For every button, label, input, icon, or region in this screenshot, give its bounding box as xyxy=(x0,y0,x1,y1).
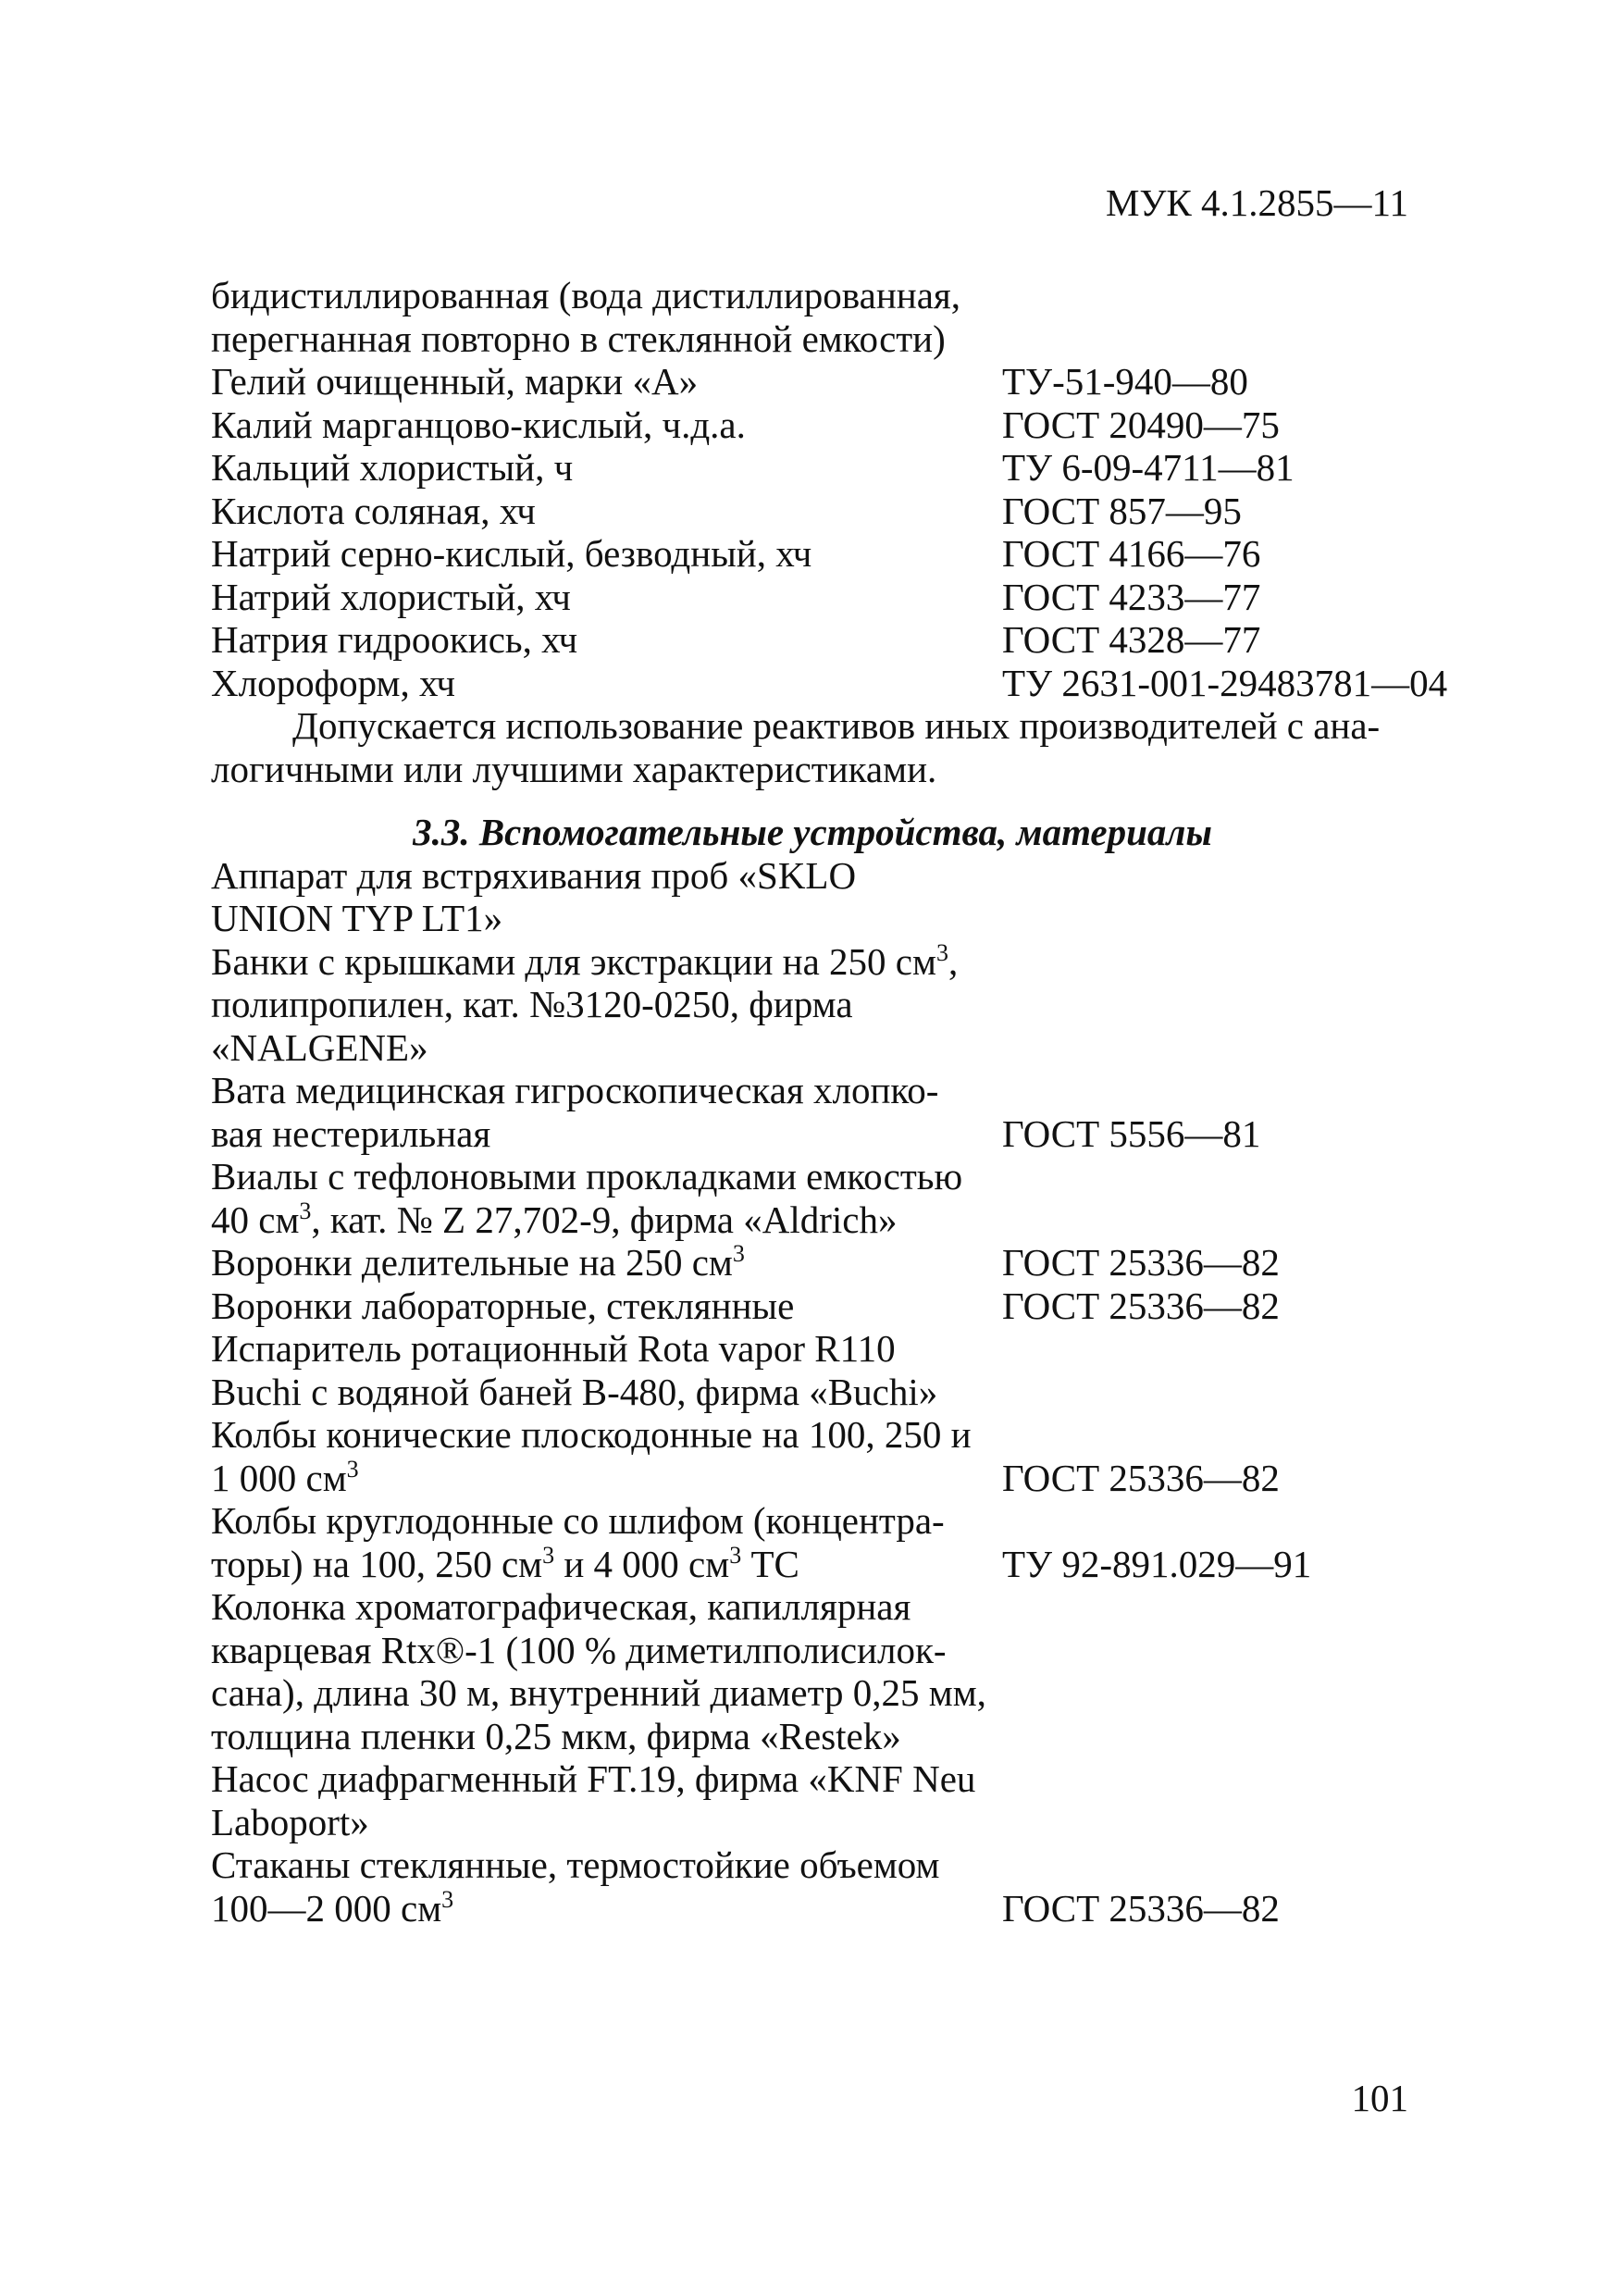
reagent-standard: ГОСТ 4328—77 xyxy=(1002,618,1261,661)
equipment-name-line xyxy=(211,1543,1002,1586)
reagent-name xyxy=(211,274,1002,360)
equipment-name-line: сана), длина 30 м, внутренний диаметр 0,25 мм, xyxy=(211,1671,986,1714)
text-fragment: Банки с крышками для экстракции на 250 см xyxy=(211,939,936,983)
equipment-name-line: Стаканы стеклянные, термостойкие объемом xyxy=(211,1843,940,1886)
reagent-row xyxy=(211,274,1414,360)
equipment-name xyxy=(211,1155,1002,1241)
equipment-name-line xyxy=(211,1887,1002,1930)
equipment-name xyxy=(211,940,1002,1070)
reagent-standard: ГОСТ 857—95 xyxy=(1002,489,1242,532)
reagent-standard: ГОСТ 20490—75 xyxy=(1002,403,1280,446)
superscript: 3 xyxy=(935,938,948,966)
equipment-row xyxy=(211,1327,1414,1413)
reagent-name: Натрий серно-кислый, безводный, хч xyxy=(211,532,812,575)
equipment-name-line: вая нестерильная xyxy=(211,1111,491,1155)
reagent-row xyxy=(211,446,1414,490)
superscript: 3 xyxy=(299,1197,312,1224)
equipment-name-line: полипропилен, кат. №3120-0250, фирма xyxy=(211,983,853,1025)
page-body xyxy=(211,274,1448,1930)
reagent-name: Хлороформ, хч xyxy=(211,661,456,704)
reagent-name: Натрия гидроокись, хч xyxy=(211,618,578,661)
superscript: 3 xyxy=(441,1885,454,1913)
equipment-name-line: Аппарат для встряхивания проб «SKLO xyxy=(211,853,857,897)
reagent-row xyxy=(211,490,1414,533)
reagent-standard: ТУ-51-940—80 xyxy=(1002,360,1248,403)
superscript: 3 xyxy=(732,1240,745,1267)
equipment-name-line: «NALGENE» xyxy=(211,1025,428,1069)
equipment-list xyxy=(211,854,1414,1930)
equipment-name-line xyxy=(211,1198,1002,1242)
reagent-row xyxy=(211,403,1414,447)
reagent-name: Кислота соляная, хч xyxy=(211,489,536,532)
equipment-name-line: толщина пленки 0,25 мкм, фирма «Restek» xyxy=(211,1714,901,1757)
equipment-row xyxy=(211,1757,1414,1843)
equipment-standard-text: ТУ 92-891.029—91 xyxy=(1002,1542,1312,1585)
superscript: 3 xyxy=(729,1541,742,1569)
equipment-row xyxy=(211,1241,1414,1285)
equipment-name-line: Buchi с водяной баней В-480, фирма «Buchi» xyxy=(211,1370,938,1413)
reagent-standard: ТУ 2631-001-29483781—04 xyxy=(1002,661,1448,704)
reagent-row xyxy=(211,360,1414,403)
equipment-standard-text: ГОСТ 25336—82 xyxy=(1002,1886,1280,1930)
reagent-row xyxy=(211,661,1448,705)
text-fragment: Воронки делительные на 250 см xyxy=(211,1241,733,1284)
text-fragment: 1 000 см xyxy=(211,1456,347,1499)
equipment-name-line: Насос диафрагменный FT.19, фирма «KNF Neu xyxy=(211,1757,976,1800)
equipment-name-line: UNION TYP LT1» xyxy=(211,897,503,939)
equipment-name xyxy=(211,854,1002,940)
reagent-standard: ТУ 6-09-4711—81 xyxy=(1002,446,1295,489)
equipment-row xyxy=(211,854,1414,940)
equipment-standard xyxy=(1002,1499,1311,1585)
equipment-name-line xyxy=(211,1241,1002,1285)
equipment-standard: ГОСТ 25336—82 xyxy=(1002,1241,1280,1284)
equipment-name-line: Вата медицинская гигроскопическая хлопко- xyxy=(211,1069,939,1111)
equipment-name xyxy=(211,1413,1002,1499)
equipment-row xyxy=(211,1843,1414,1930)
equipment-standard: ГОСТ 25336—82 xyxy=(1002,1284,1280,1327)
equipment-standard xyxy=(1002,1843,1280,1930)
note-paragraph xyxy=(211,704,1414,790)
equipment-name xyxy=(211,1499,1002,1585)
equipment-name-line: Колбы конические плоскодонные на 100, 250 и xyxy=(211,1413,972,1456)
reagent-name-line: перегнанная повторно в стеклянной емкости) xyxy=(211,316,946,360)
equipment-name xyxy=(211,1757,1002,1843)
note-line: логичными или лучшими характеристиками. xyxy=(211,747,937,790)
equipment-name-line: кварцевая Rtx®-1 (100 % диметилполисилок- xyxy=(211,1628,947,1671)
superscript: 3 xyxy=(542,1541,555,1569)
equipment-name xyxy=(211,1585,1002,1757)
equipment-name xyxy=(211,1069,1002,1155)
reagent-row xyxy=(211,576,1414,619)
equipment-name xyxy=(211,1241,1002,1285)
equipment-row xyxy=(211,1069,1414,1155)
text-fragment: 100—2 000 см xyxy=(211,1886,442,1930)
section-heading: 3.3. Вспомогательные устройства, материалы xyxy=(413,811,1212,853)
equipment-name xyxy=(211,1843,1002,1930)
reagent-standard: ГОСТ 4166—76 xyxy=(1002,532,1261,575)
text-fragment: и 4 000 см xyxy=(554,1542,730,1585)
equipment-row xyxy=(211,1285,1414,1328)
equipment-name-line: Колбы круглодонные со шлифом (концентра- xyxy=(211,1499,945,1542)
equipment-row xyxy=(211,1155,1414,1241)
text-fragment: 40 см xyxy=(211,1198,300,1241)
reagent-row xyxy=(211,618,1414,662)
equipment-name-line: Виалы с тефлоновыми прокладками емкостью xyxy=(211,1155,963,1198)
text-fragment: , кат. № Z 27,702-9, фирма «Aldrich» xyxy=(311,1198,898,1241)
equipment-standard xyxy=(1002,1069,1260,1155)
reagent-name: Калий марганцово-кислый, ч.д.а. xyxy=(211,403,746,446)
superscript: 3 xyxy=(346,1455,359,1483)
equipment-name-line: Колонка хроматографическая, капиллярная xyxy=(211,1585,911,1628)
equipment-standard-text: ГОСТ 5556—81 xyxy=(1002,1111,1261,1155)
equipment-name: Воронки лабораторные, стеклянные xyxy=(211,1284,795,1327)
equipment-row xyxy=(211,1499,1414,1585)
equipment-row xyxy=(211,940,1414,1070)
equipment-name xyxy=(211,1327,1002,1413)
text-fragment: , xyxy=(948,939,959,983)
reagent-row xyxy=(211,532,1414,576)
reagent-name-line: бидистиллированная (вода дистиллированная, xyxy=(211,274,961,316)
equipment-name-line: Испаритель ротационный Rota vapor R110 xyxy=(211,1327,896,1370)
reagent-standard: ГОСТ 4233—77 xyxy=(1002,575,1261,618)
text-fragment: ТС xyxy=(741,1542,799,1585)
equipment-name-line xyxy=(211,940,1002,984)
reagent-list xyxy=(211,274,1448,704)
equipment-row xyxy=(211,1413,1414,1499)
reagent-name: Натрий хлористый, хч xyxy=(211,575,571,618)
equipment-name-line: Laboport» xyxy=(211,1800,369,1843)
equipment-standard-text: ГОСТ 25336—82 xyxy=(1002,1456,1280,1499)
equipment-name-line xyxy=(211,1457,1002,1500)
reagent-name: Кальций хлористый, ч xyxy=(211,446,574,489)
text-fragment: торы) на 100, 250 см xyxy=(211,1542,543,1585)
page-number: 101 xyxy=(1351,2077,1408,2119)
reagent-name: Гелий очищенный, марки «А» xyxy=(211,360,699,403)
document-code-header: МУК 4.1.2855—11 xyxy=(1105,181,1408,224)
equipment-standard xyxy=(1002,1413,1280,1499)
equipment-row xyxy=(211,1585,1414,1757)
note-line: Допускается использование реактивов иных производителей с ана- xyxy=(292,704,1381,747)
